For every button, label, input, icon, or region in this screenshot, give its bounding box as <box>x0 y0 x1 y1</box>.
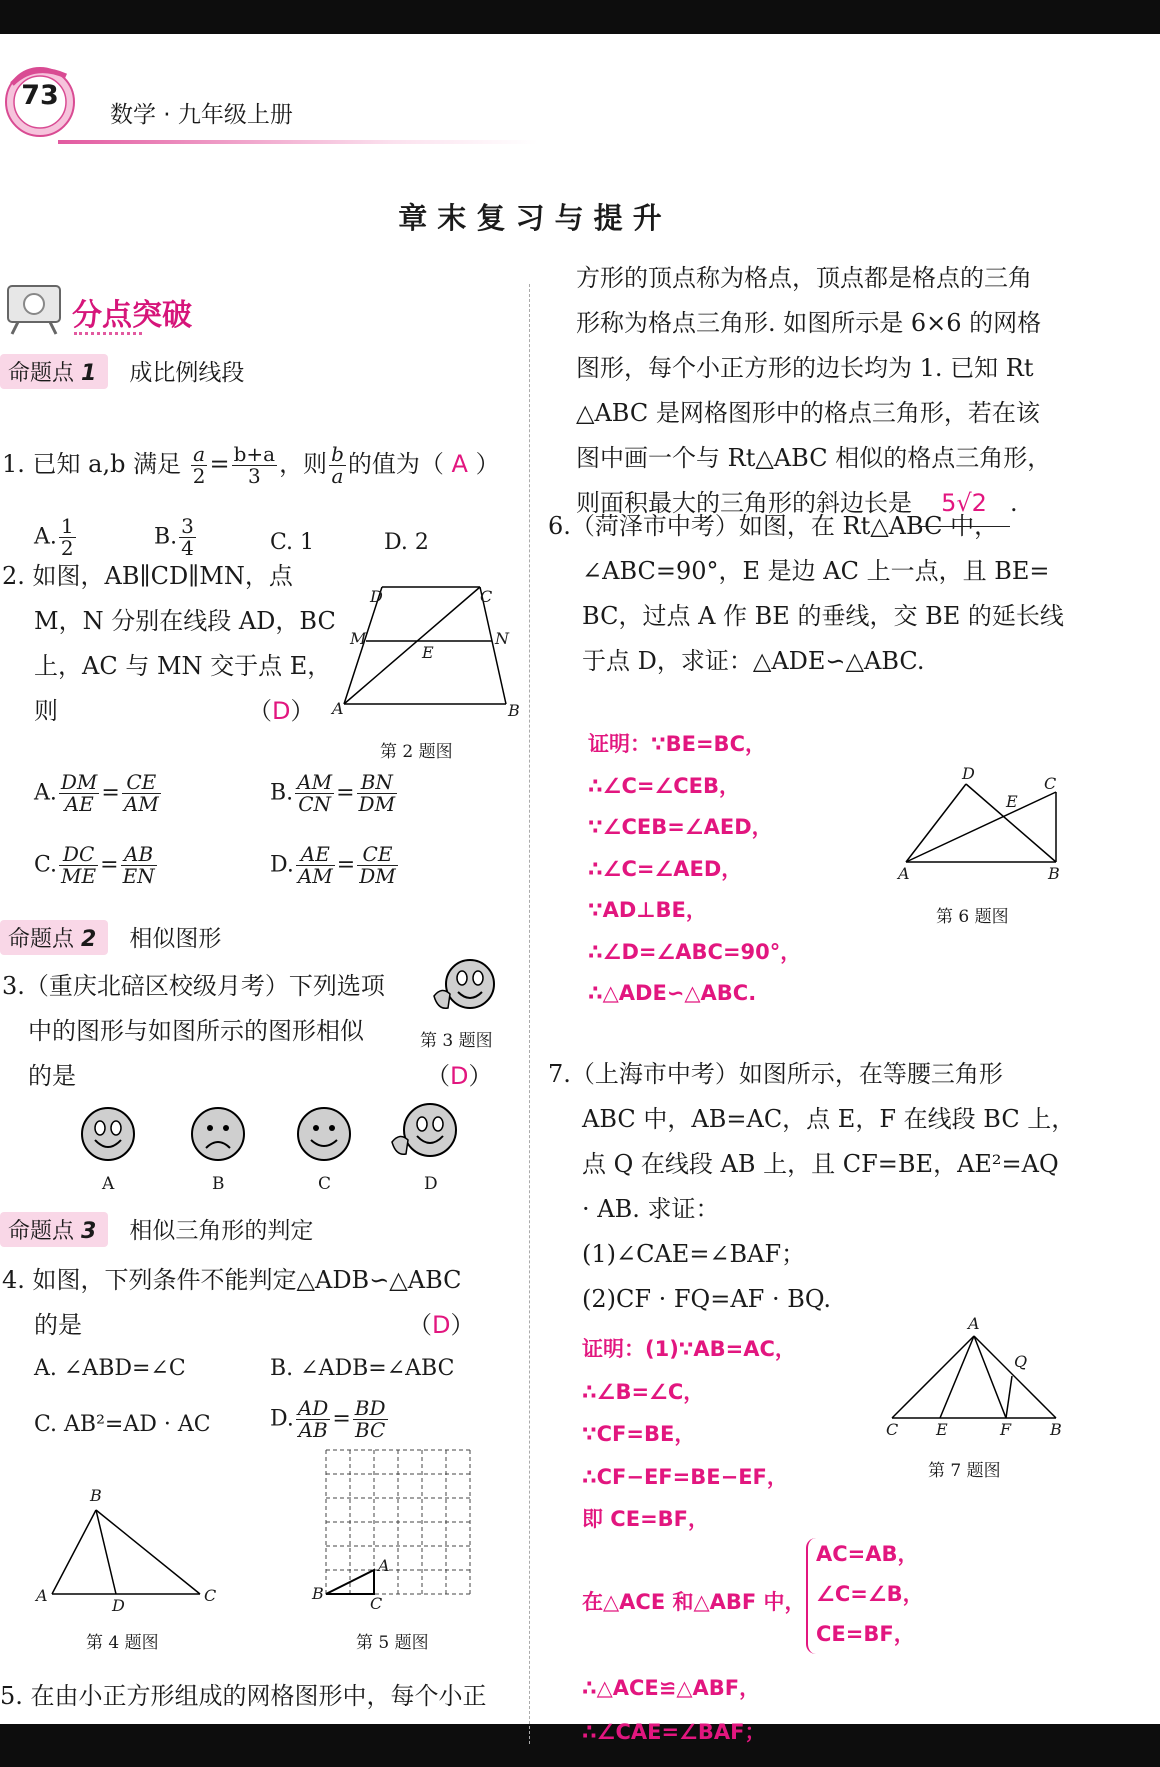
face-a-icon <box>78 1104 138 1164</box>
answer: D <box>272 697 291 725</box>
question-7: 7.（上海市中考）如图所示，在等腰三角形 ABC 中，AB=AC，点 E，F 在线段 BC 上， 点 Q 在线段 AB 上，且 CF=BE，AE²=AQ · AB. 求证： (1)∠CAE=∠BAF； (2)CF · FQ=AF · BQ. <box>548 1060 1076 1313</box>
figure-q2-labels: D C M N E A B <box>332 587 520 720</box>
answer: D <box>450 1062 469 1090</box>
question-5-start: 5. 在由小正方形组成的网格图形中，每个小正 <box>0 1682 487 1710</box>
question-6: 6.（菏泽市中考）如图，在 Rt△ABC 中， ∠ABC=90°，E 是边 AC 上一点，且 BE= BC，过点 A 作 BE 的垂线，交 BE 的延长线 于点 D，求证：△ADE∽△ABC. <box>548 512 1064 675</box>
section-banner-icon <box>4 280 66 338</box>
caption-q2: 第 2 题图 <box>380 742 453 762</box>
caption-q3: 第 3 题图 <box>420 1031 493 1051</box>
caption-q4: 第 4 题图 <box>86 1633 159 1653</box>
topic-tag: 命题点 1 <box>0 354 108 389</box>
proof-q7: 证明：(1)∵AB=AC， ∴∠B=∠C， ∵CF=BE， ∴CF−EF=BE−EF， 即 CE=BF， <box>582 1337 796 1531</box>
answer: D <box>432 1311 451 1339</box>
figure-q3-face <box>428 956 500 1016</box>
answer: A <box>451 450 468 478</box>
topic-tag: 命题点 2 <box>0 920 108 955</box>
topic-title: 成比例线段 <box>129 360 245 386</box>
fraction: $\frac{b}{a}$ <box>331 442 344 488</box>
question-5-continued: 方形的顶点称为格点，顶点都是格点的三角 形称为格点三角形. 如图所示是 6×6 的网格 图形，每个小正方形的边长均为 1. 已知 Rt △ABC 是网格图形中的格点三角形，若在该 图中画一个与 Rt△ABC 相似的格点三角形， 则面积最大的三角形的斜边长是 5√2 . <box>576 256 1051 527</box>
figure-q5-labels: A B C <box>312 1556 390 1613</box>
question-1: 1. 已知 a,b 满足 $\frac{a}{2}$ = $\frac{b+a}{3}$ ，则 $\frac{b}{a}$ 的值为（ A ） <box>2 442 500 488</box>
choice-label: C <box>318 1174 332 1194</box>
fraction: $\frac{a}{2}$ <box>192 442 206 488</box>
section-banner <box>4 280 192 342</box>
topic-3 <box>0 1212 313 1247</box>
question-4: 4. 如图，下列条件不能判定△ADB∽△ABC 的是 （D） <box>2 1266 475 1339</box>
page-number-badge <box>4 60 86 142</box>
question-2: 2. 如图，AB∥CD∥MN，点 M，N 分别在线段 AD，BC 上，AC 与 MN 交于点 E， 则 （D） <box>2 562 336 725</box>
page-number: 73 <box>21 80 59 111</box>
book-title: 数学 · 九年级上册 <box>110 102 293 128</box>
q3-choice-figures <box>60 1104 530 1204</box>
choice-label: D <box>424 1174 438 1194</box>
q4-options: A. ∠ABD=∠C B. ∠ADB=∠ABC C. AB²=AD · AC D. $\frac{AD}{AB}$ = $\frac{BD}{BC}$ <box>34 1356 455 1442</box>
proof-q7-conclusion: ∴△ACE≌△ABF， ∴∠CAE=∠BAF； <box>582 1676 766 1744</box>
topic-2 <box>0 920 221 955</box>
header-rule <box>58 140 538 144</box>
caption-q6: 第 6 题图 <box>936 907 1009 927</box>
face-c-icon <box>294 1104 354 1164</box>
face-d-icon <box>386 1100 458 1164</box>
choice-label: A <box>102 1174 115 1194</box>
column-divider <box>529 284 530 1744</box>
topic-tag: 命题点 3 <box>0 1212 108 1247</box>
congruence-system: 在△ACE 和△ABF 中， AC=AB， ∠C=∠B， CE=BF， <box>582 1534 982 1664</box>
answer-blank: 5√2 <box>918 481 1010 527</box>
topic-title: 相似三角形的判定 <box>129 1218 314 1244</box>
face-b-icon <box>188 1104 248 1164</box>
figure-q6-labels: D E C A B <box>898 764 1060 883</box>
figure-q7-labels: A Q C E F B <box>886 1314 1062 1439</box>
topic-1 <box>0 354 244 389</box>
textbook-page: 73 数学 · 九年级上册 章 末 复 习 与 提 升 分点突破 命题点 1 成比例线段 1. 已知 a,b 满足 $\frac{a}{2}$ = $\frac{b+a}{3}$ ，则 $\frac{b}{a}$ 的值为（ A ） A. $\frac{1}{2}$ B. $\frac{3}{4}$ C. 1 D. 2 2. 如图，AB∥CD∥MN，点 M，N 分别在线段 AD，BC 上，AC 与 MN 交于点 E， 则 （D） D C M N E A B 第 2 题图 A. $\frac{DM}{AE}$ = $\frac{CE}{AM}$ B. $\frac{AM}{CN}$ = $\frac{BN}{DM}$ C. $\frac{DC}{ME}$ = $\frac{AB}{EN}$ D. $\frac{AE}{AM}$ = $\frac{CE}{DM}$ 命题点 2 相似图形 3.（重庆北碚区校级月考）下列选项 中的图形与如图所示的图形相似 的是 （D） 第 3 题图 A B C D 命题点 3 相似三角形的判定 4. 如图，下列条件不能判定△ADB∽△ABC 的是 （D） A. ∠ABD=∠C B. ∠ADB=∠ABC C. AB²=AD · AC D. $\frac{AD}{AB}$ = $\frac{BD}{BC}$ B A D C 第 4 题图 A B C 第 5 题图 5. 在由小正方形组成的网格图形中，每个小正 方形的顶点称为格点，顶点都是格点的三角 形称为格点三角形. 如图所示是 6×6 的网格 图形，每个小正方形的边长均为 1. 已知 Rt △ABC 是网格图形中的格点三角形，若在该 图中画一个与 Rt△ABC 相似的格点三角形， 则面积最大的三角形的斜边长是 5√2 . 6.（菏泽市中考）如图，在 Rt△ABC 中， ∠ABC=90°，E 是边 AC 上一点，且 BE= BC，过点 A 作 BE 的垂线，交 BE 的延长线 于点 D，求证：△ADE∽△ABC. 证明：∵BE=BC， ∴∠C=∠CEB， ∵∠CEB=∠AED， ∴∠C=∠AED， ∵AD⊥BE， ∴∠D=∠ABC=90°， ∴△ADE∽△ABC. D E C A B 第 6 题图 7.（上海市中考）如图所示，在等腰三角形 ABC 中，AB=AC，点 E，F 在线段 BC 上， 点 Q 在线段 AB 上，且 CF=BE，AE²=AQ · AB. 求证： (1)∠CAE=∠BAF； (2)CF · FQ=AF · BQ. 证明：(1)∵AB=AC， ∴∠B=∠C， ∵CF=BE， ∴CF−EF=BE−EF， 即 CE=BF， 在△ACE 和△ABF 中， AC=AB， ∠C=∠B， CE=BF， ∴△ACE≌△ABF， ∴∠CAE=∠BAF； A Q C E F B 第 7 题图 <box>0 34 1160 1724</box>
figure-q4-labels: B A D C <box>36 1486 217 1615</box>
topic-title: 相似图形 <box>129 926 222 952</box>
caption-q5: 第 5 题图 <box>356 1633 429 1653</box>
chapter-title: 章 末 复 习 与 提 升 <box>398 201 662 235</box>
banner-underline <box>74 332 142 335</box>
caption-q7: 第 7 题图 <box>928 1461 1001 1481</box>
choice-label: B <box>212 1174 225 1194</box>
q2-options: A. $\frac{DM}{AE}$ = $\frac{CE}{AM}$ B. $\frac{AM}{CN}$ = $\frac{BN}{DM}$ C. $\frac{DC}{ME}$ = $\frac{AB}{EN}$ D. $\frac{AE}{AM}$ = $\frac{CE}{DM}$ <box>34 770 396 888</box>
proof-q6: 证明：∵BE=BC， ∴∠C=∠CEB， ∵∠CEB=∠AED， ∴∠C=∠AED， ∵AD⊥BE， ∴∠D=∠ABC=90°， ∴△ADE∽△ABC. <box>588 732 802 1005</box>
fraction: $\frac{b+a}{3}$ <box>233 442 276 488</box>
question-3: 3.（重庆北碚区校级月考）下列选项 中的图形与如图所示的图形相似 的是 （D） <box>2 972 493 1090</box>
section-banner-label: 分点突破 <box>72 298 192 333</box>
